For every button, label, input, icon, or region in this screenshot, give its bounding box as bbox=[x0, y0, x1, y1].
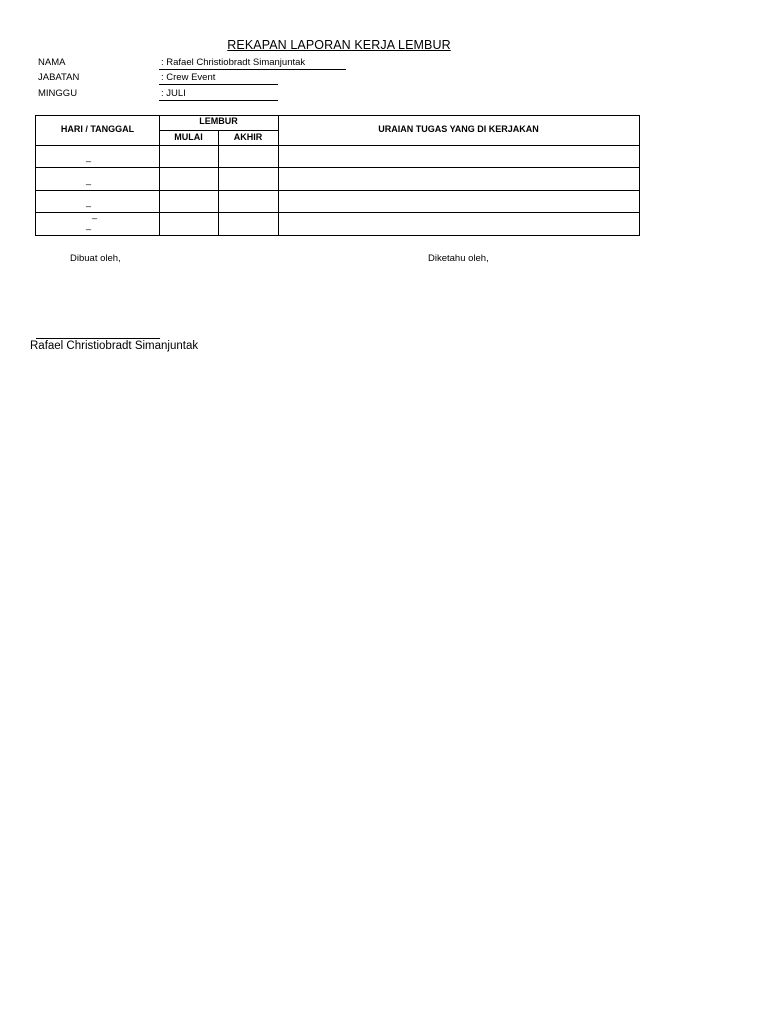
row-divider bbox=[159, 130, 278, 131]
table-cell-hari-tanggal: _ bbox=[92, 209, 98, 219]
signer-name: Rafael Christiobradt Simanjuntak bbox=[30, 340, 199, 352]
signature-line bbox=[36, 338, 160, 339]
document-title: REKAPAN LAPORAN KERJA LEMBUR bbox=[227, 38, 451, 52]
header-hari-tanggal: HARI / TANGGAL bbox=[60, 124, 135, 134]
row-divider bbox=[36, 190, 639, 191]
row-divider bbox=[36, 145, 639, 146]
known-by-label: Diketahu oleh, bbox=[428, 253, 489, 264]
table-cell-hari-tanggal: _ bbox=[86, 175, 92, 185]
table-cell-hari-tanggal: _ bbox=[86, 220, 92, 230]
field-value-jabatan: : Crew Event bbox=[159, 72, 278, 85]
row-divider bbox=[36, 212, 639, 213]
header-akhir: AKHIR bbox=[233, 132, 263, 142]
table-cell-hari-tanggal: _ bbox=[86, 152, 92, 162]
header-lembur: LEMBUR bbox=[199, 116, 238, 126]
field-label-jabatan: JABATAN bbox=[38, 72, 80, 83]
row-divider bbox=[36, 167, 639, 168]
header-uraian: URAIAN TUGAS YANG DI KERJAKAN bbox=[378, 124, 539, 134]
made-by-label: Dibuat oleh, bbox=[70, 253, 121, 264]
field-label-minggu: MINGGU bbox=[38, 88, 78, 99]
field-value-nama: : Rafael Christiobradt Simanjuntak bbox=[159, 57, 346, 70]
header-mulai: MULAI bbox=[174, 132, 203, 142]
overtime-table bbox=[35, 115, 640, 236]
field-label-nama: NAMA bbox=[38, 57, 66, 68]
field-value-minggu: : JULI bbox=[159, 88, 278, 101]
table-cell-hari-tanggal: _ bbox=[86, 197, 92, 207]
